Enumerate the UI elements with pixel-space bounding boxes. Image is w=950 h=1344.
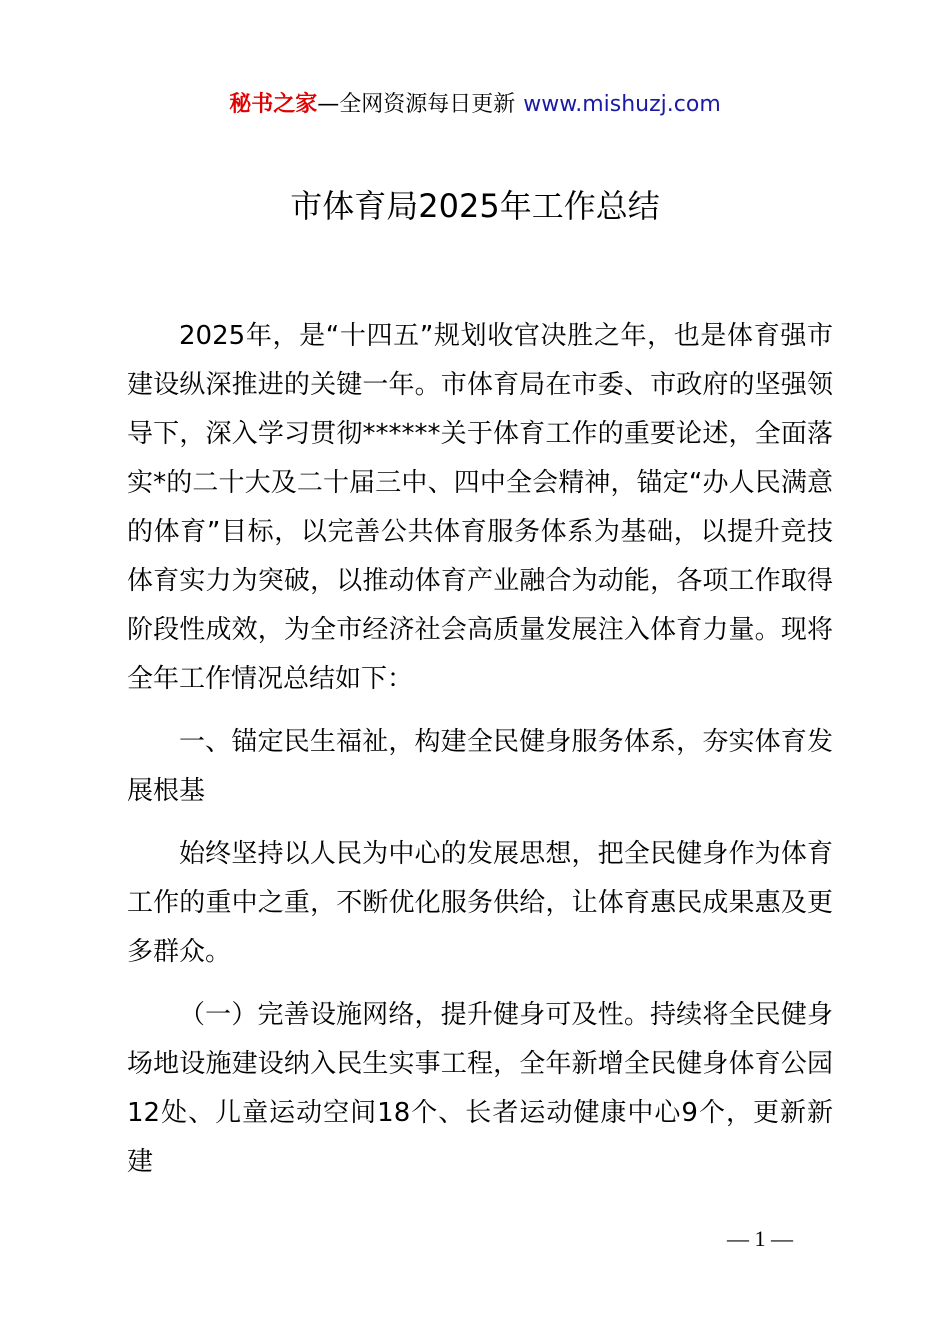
document-title: 市体育局2025年工作总结: [290, 187, 660, 225]
section-heading-1: 一、锚定民生福祉，构建全民健身服务体系，夯实体育发展根基: [127, 727, 833, 806]
brand-name: 秘书之家: [229, 92, 318, 117]
site-url-link[interactable]: www.mishuzj.com: [523, 92, 721, 117]
site-header: [0, 88, 950, 122]
subsection-1-paragraph: （一）完善设施网络，提升健身可及性。持续将全民健身场地设施建设纳入民生实事工程，全年新增全民健身体育公园12处、儿童运动空间18个、长者运动健康中心9个，更新新建: [127, 1000, 833, 1177]
document-body: [127, 312, 833, 1201]
intro-paragraph: 2025年，是“十四五”规划收官决胜之年，也是体育强市建设纵深推进的关键一年。市体育局在市委、市政府的坚强领导下，深入学习贯彻******关于体育工作的重要论述，全面落实*的二十大及二十届三中、四中全会精神，锚定“办人民满意的体育”目标，以完善公共体育服务体系为基础，以提升竞技体育实力为突破，以推动体育产业融合为动能，各项工作取得阶段性成效，为全市经济社会高质量发展注入体育力量。现将全年工作情况总结如下：: [127, 321, 833, 694]
page-number: — 1 —: [727, 1226, 793, 1251]
site-slogan: —全网资源每日更新: [317, 92, 516, 117]
section-1-intro-paragraph: 始终坚持以人民为中心的发展思想，把全民健身作为体育工作的重中之重，不断优化服务供给，让体育惠民成果惠及更多群众。: [127, 839, 833, 967]
